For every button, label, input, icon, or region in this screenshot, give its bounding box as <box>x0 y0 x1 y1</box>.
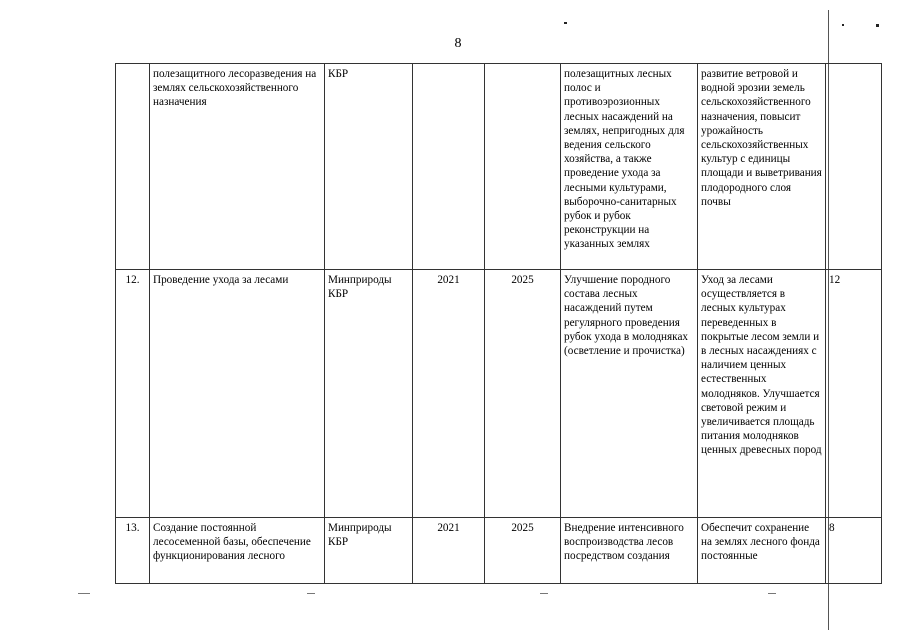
start-year: 2021 <box>413 518 485 584</box>
scan-mark <box>78 593 90 594</box>
scan-mark <box>768 593 776 594</box>
expected-result: развитие ветровой и водной эрозии земель сельскохозяйственного назначения, повысит урожайность сельскохозяйственных культур с единицы площади и выветривания плодородного слоя почвы <box>698 64 826 270</box>
row-number: 12. <box>116 270 150 518</box>
reference: 12 <box>826 270 882 518</box>
event-content: Внедрение интенсивного воспроизводства лесов посредством создания <box>561 518 698 584</box>
event-content: Улучшение породного состава лесных насаждений путем регулярного проведения рубок ухода в молодняках (осветление и прочистка) <box>561 270 698 518</box>
executor: Минприроды КБР <box>325 518 413 584</box>
scan-speck <box>876 24 879 27</box>
scan-mark <box>540 593 548 594</box>
table-row <box>116 270 882 518</box>
measures-table <box>115 63 882 584</box>
row-number: 13. <box>116 518 150 584</box>
scan-speck <box>842 24 844 26</box>
executor: КБР <box>325 64 413 270</box>
end-year: 2025 <box>485 270 561 518</box>
expected-result: Уход за лесами осуществляется в лесных культурах переведенных в покрытые лесом земли и в лесных насаждениях с наличием ценных естественных молодняков. Улучшается световой режим и увеличивается площадь питания молодняков ценных древесных пород <box>698 270 826 518</box>
page-number: 8 <box>454 36 462 51</box>
start-year <box>413 64 485 270</box>
end-year: 2025 <box>485 518 561 584</box>
executor: Минприроды КБР <box>325 270 413 518</box>
event-name: полезащитного лесоразведения на землях сельскохозяйственного назначения <box>150 64 325 270</box>
event-name: Проведение ухода за лесами <box>150 270 325 518</box>
event-content: полезащитных лесных полос и противоэрозионных лесных насаждений на землях, непригодных для ведения сельского хозяйства, а также проведение ухода за лесными культурами, выборочно-санитарных рубок и рубок реконструкции на указанных землях <box>561 64 698 270</box>
scan-speck <box>564 22 567 24</box>
table-row <box>116 518 882 584</box>
row-number <box>116 64 150 270</box>
scan-mark <box>307 593 315 594</box>
reference: 8 <box>826 518 882 584</box>
end-year <box>485 64 561 270</box>
table-row <box>116 64 882 270</box>
start-year: 2021 <box>413 270 485 518</box>
expected-result: Обеспечит сохранение на землях лесного фонда постоянные <box>698 518 826 584</box>
reference <box>826 64 882 270</box>
event-name: Создание постоянной лесосеменной базы, обеспечение функционирования лесного <box>150 518 325 584</box>
